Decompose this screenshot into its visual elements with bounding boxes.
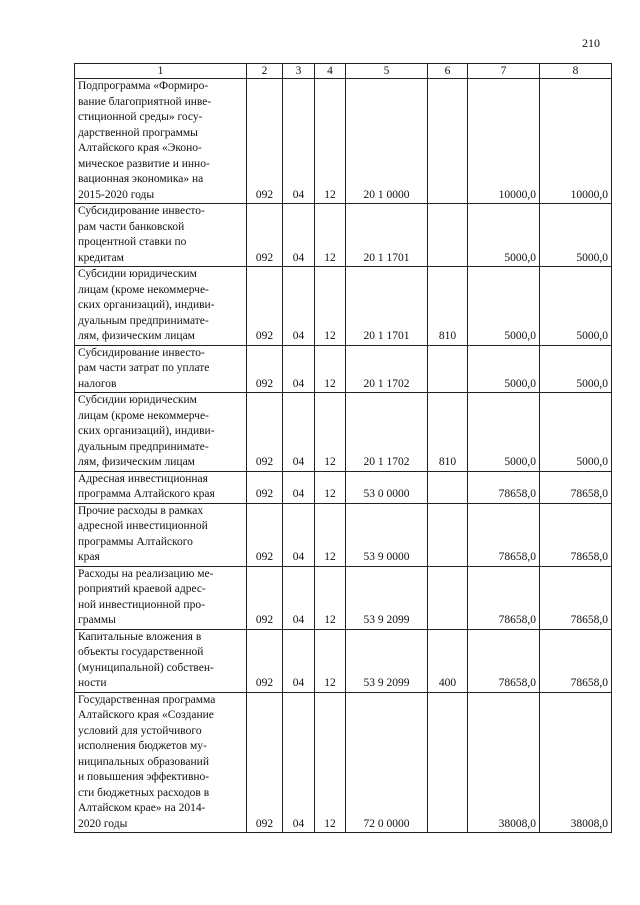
description-line: ниципальных образований bbox=[78, 755, 209, 768]
description-line: Субсидии юридическим bbox=[78, 394, 197, 406]
amount-cell: 5000,0 bbox=[540, 393, 612, 472]
amount-cell: 78658,0 bbox=[540, 566, 612, 629]
description-line: Алтайского края «Эконо- bbox=[78, 142, 202, 154]
description-line: ских организаций), индиви- bbox=[78, 425, 215, 437]
description-cell bbox=[75, 345, 247, 393]
description-cell bbox=[75, 471, 247, 503]
description-line: 2015-2020 годы bbox=[78, 188, 155, 201]
ministry-code-cell: 092 bbox=[247, 345, 283, 393]
description-line: (муниципальной) собствен- bbox=[78, 661, 214, 674]
amount-cell: 78658,0 bbox=[540, 471, 612, 503]
target-article-cell: 20 1 1701 bbox=[346, 204, 428, 267]
target-article-cell: 20 1 0000 bbox=[346, 79, 428, 204]
description-line: Алтайском крае» на 2014- bbox=[78, 802, 206, 814]
description-line: процентной ставки по bbox=[78, 236, 187, 248]
description-line: дуальным предпринимате- bbox=[78, 440, 209, 453]
description-line: объекты государственной bbox=[78, 646, 204, 658]
table-row bbox=[75, 79, 612, 204]
ministry-code-cell: 092 bbox=[247, 393, 283, 472]
column-header: 8 bbox=[540, 64, 612, 79]
amount-cell: 5000,0 bbox=[468, 267, 540, 346]
description-cell bbox=[75, 393, 247, 472]
section-code-cell: 04 bbox=[283, 204, 315, 267]
expense-type-cell bbox=[428, 204, 468, 267]
subsection-code-cell: 12 bbox=[315, 79, 346, 204]
table-row bbox=[75, 267, 612, 346]
description-cell bbox=[75, 692, 247, 833]
description-line: Субсидии юридическим bbox=[78, 268, 197, 280]
ministry-code-cell: 092 bbox=[247, 267, 283, 346]
amount-cell: 5000,0 bbox=[540, 267, 612, 346]
expense-type-cell bbox=[428, 345, 468, 393]
description-cell bbox=[75, 204, 247, 267]
description-cell bbox=[75, 79, 247, 204]
description-line: лицам (кроме некоммерче- bbox=[78, 283, 209, 296]
subsection-code-cell: 12 bbox=[315, 471, 346, 503]
target-article-cell: 72 0 0000 bbox=[346, 692, 428, 833]
amount-cell: 10000,0 bbox=[468, 79, 540, 204]
description-line: рам части банковской bbox=[78, 220, 185, 233]
table-row bbox=[75, 629, 612, 692]
table-row bbox=[75, 692, 612, 833]
description-line: Адресная инвестиционная bbox=[78, 472, 208, 485]
description-line: роприятий краевой адрес- bbox=[78, 583, 206, 595]
section-code-cell: 04 bbox=[283, 267, 315, 346]
description-line: ских организаций), индиви- bbox=[78, 299, 215, 311]
description-line: лицам (кроме некоммерче- bbox=[78, 409, 209, 422]
amount-cell: 38008,0 bbox=[468, 692, 540, 833]
ministry-code-cell: 092 bbox=[247, 566, 283, 629]
expense-type-cell bbox=[428, 692, 468, 833]
description-line: Капитальные вложения в bbox=[78, 630, 202, 643]
expense-type-cell: 810 bbox=[428, 267, 468, 346]
description-cell bbox=[75, 503, 247, 566]
table-row bbox=[75, 345, 612, 393]
description-line: лям, физическим лицам bbox=[78, 330, 195, 342]
description-line: Государственная программа bbox=[78, 693, 216, 706]
target-article-cell: 53 9 2099 bbox=[346, 629, 428, 692]
description-line: граммы bbox=[78, 614, 116, 626]
section-code-cell: 04 bbox=[283, 79, 315, 204]
description-line: исполнения бюджетов му- bbox=[78, 740, 207, 752]
description-cell bbox=[75, 566, 247, 629]
description-line: края bbox=[78, 551, 100, 563]
description-line: Субсидирование инвесто- bbox=[78, 205, 205, 217]
amount-cell: 5000,0 bbox=[468, 345, 540, 393]
description-line: мическое развитие и инно- bbox=[78, 157, 210, 170]
description-line: Субсидирование инвесто- bbox=[78, 346, 205, 359]
amount-cell: 5000,0 bbox=[468, 393, 540, 472]
target-article-cell: 53 9 2099 bbox=[346, 566, 428, 629]
subsection-code-cell: 12 bbox=[315, 503, 346, 566]
amount-cell: 78658,0 bbox=[468, 471, 540, 503]
expense-type-cell bbox=[428, 566, 468, 629]
ministry-code-cell: 092 bbox=[247, 692, 283, 833]
budget-table bbox=[74, 63, 612, 833]
description-line: лям, физическим лицам bbox=[78, 456, 195, 468]
page-number: 210 bbox=[582, 36, 600, 50]
subsection-code-cell: 12 bbox=[315, 204, 346, 267]
description-line: ности bbox=[78, 677, 107, 689]
column-header: 3 bbox=[283, 64, 315, 79]
target-article-cell: 20 1 1702 bbox=[346, 393, 428, 472]
section-code-cell: 04 bbox=[283, 393, 315, 472]
table-row bbox=[75, 204, 612, 267]
expense-type-cell bbox=[428, 79, 468, 204]
expense-type-cell bbox=[428, 503, 468, 566]
expense-type-cell bbox=[428, 471, 468, 503]
description-line: программы Алтайского bbox=[78, 535, 193, 548]
section-code-cell: 04 bbox=[283, 629, 315, 692]
description-line: стиционной среды» госу- bbox=[78, 111, 203, 123]
header-row bbox=[75, 64, 612, 79]
ministry-code-cell: 092 bbox=[247, 471, 283, 503]
description-line: рам части затрат по уплате bbox=[78, 362, 210, 374]
amount-cell: 5000,0 bbox=[540, 204, 612, 267]
section-code-cell: 04 bbox=[283, 345, 315, 393]
description-line: 2020 годы bbox=[78, 817, 128, 830]
ministry-code-cell: 092 bbox=[247, 204, 283, 267]
ministry-code-cell: 092 bbox=[247, 503, 283, 566]
description-cell bbox=[75, 267, 247, 346]
description-line: вационная экономика» на bbox=[78, 173, 204, 185]
column-header: 1 bbox=[75, 64, 247, 79]
description-line: дарственной программы bbox=[78, 126, 198, 139]
description-line: вание благоприятной инве- bbox=[78, 95, 212, 108]
description-line: условий для устойчивого bbox=[78, 724, 202, 737]
section-code-cell: 04 bbox=[283, 566, 315, 629]
target-article-cell: 20 1 1701 bbox=[346, 267, 428, 346]
description-line: дуальным предпринимате- bbox=[78, 314, 209, 327]
subsection-code-cell: 12 bbox=[315, 267, 346, 346]
subsection-code-cell: 12 bbox=[315, 393, 346, 472]
column-header: 7 bbox=[468, 64, 540, 79]
column-header: 4 bbox=[315, 64, 346, 79]
amount-cell: 5000,0 bbox=[468, 204, 540, 267]
description-line: сти бюджетных расходов в bbox=[78, 786, 210, 799]
amount-cell: 78658,0 bbox=[468, 629, 540, 692]
amount-cell: 38008,0 bbox=[540, 692, 612, 833]
table-row bbox=[75, 566, 612, 629]
section-code-cell: 04 bbox=[283, 503, 315, 566]
table-row bbox=[75, 471, 612, 503]
target-article-cell: 53 0 0000 bbox=[346, 471, 428, 503]
description-line: Прочие расходы в рамках bbox=[78, 504, 204, 517]
description-line: кредитам bbox=[78, 251, 124, 264]
amount-cell: 78658,0 bbox=[468, 566, 540, 629]
table-row bbox=[75, 503, 612, 566]
column-header: 6 bbox=[428, 64, 468, 79]
expense-type-cell: 810 bbox=[428, 393, 468, 472]
description-line: программа Алтайского края bbox=[78, 488, 215, 500]
amount-cell: 78658,0 bbox=[468, 503, 540, 566]
description-line: налогов bbox=[78, 377, 117, 390]
amount-cell: 10000,0 bbox=[540, 79, 612, 204]
target-article-cell: 20 1 1702 bbox=[346, 345, 428, 393]
subsection-code-cell: 12 bbox=[315, 692, 346, 833]
description-cell bbox=[75, 629, 247, 692]
subsection-code-cell: 12 bbox=[315, 345, 346, 393]
amount-cell: 78658,0 bbox=[540, 629, 612, 692]
description-line: и повышения эффективно- bbox=[78, 771, 210, 783]
expense-type-cell: 400 bbox=[428, 629, 468, 692]
description-line: Расходы на реализацию ме- bbox=[78, 567, 214, 580]
subsection-code-cell: 12 bbox=[315, 566, 346, 629]
ministry-code-cell: 092 bbox=[247, 629, 283, 692]
description-line: Подпрограмма «Формиро- bbox=[78, 80, 209, 92]
ministry-code-cell: 092 bbox=[247, 79, 283, 204]
table-row bbox=[75, 393, 612, 472]
description-line: адресной инвестиционной bbox=[78, 520, 208, 532]
section-code-cell: 04 bbox=[283, 471, 315, 503]
amount-cell: 5000,0 bbox=[540, 345, 612, 393]
target-article-cell: 53 9 0000 bbox=[346, 503, 428, 566]
column-header: 5 bbox=[346, 64, 428, 79]
column-header: 2 bbox=[247, 64, 283, 79]
section-code-cell: 04 bbox=[283, 692, 315, 833]
subsection-code-cell: 12 bbox=[315, 629, 346, 692]
description-line: ной инвестиционной про- bbox=[78, 598, 205, 611]
description-line: Алтайского края «Создание bbox=[78, 709, 214, 721]
amount-cell: 78658,0 bbox=[540, 503, 612, 566]
